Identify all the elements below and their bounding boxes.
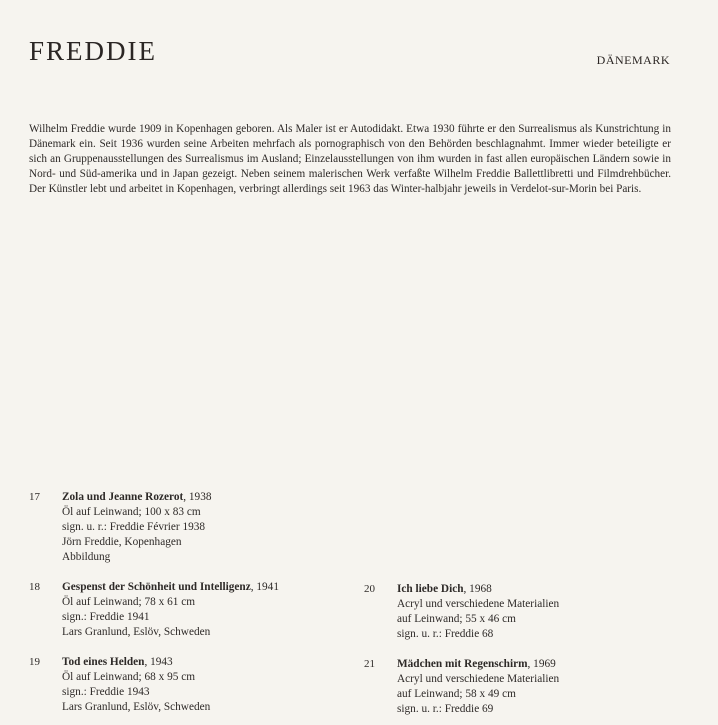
work-detail: sign. u. r.: Freddie 68 [397,628,494,640]
work-detail: sign. u. r.: Freddie 69 [397,703,494,715]
artist-biography: Wilhelm Freddie wurde 1909 in Kopenhagen geboren. Als Maler ist er Autodidakt. Etwa 1930 führte er den Surrealismus als Kunstrichtung in Dänemark ein. Seit 1936 wurden seine Arbeiten mehrfach als pornographisch von den Behörden beschlagnahmt. Immer wieder beteiligte er sich an Gruppenausstellungen des Surrealismus im Ausland; Einzelausstellungen von ihm wurden in fast allen europäischen Ländern sowie in Nord- und Süd-amerika und in Japan gezeigt. Neben seinem malerischen Werk verfaßte Wilhelm Freddie Ballettlibretti und Filmdrehbücher. Der Künstler lebt und arbeitet in Kopenhagen, verbringt allerdings seit 1963 das Winter-halbjahr jeweils in Verdelot-sur-Morin bei Paris. [29,123,671,195]
work-detail: auf Leinwand; 58 x 49 cm [397,688,516,700]
entry-number: 21 [364,658,375,670]
work-detail: Öl auf Leinwand; 68 x 95 cm [62,671,196,683]
work-detail: Acryl und verschiedene Materialien [397,673,560,685]
country-label: DÄNEMARK [596,53,670,67]
work-year: , 1969 [527,658,556,670]
work-detail: Acryl und verschiedene Materialien [397,598,560,610]
entry-number: 19 [29,656,40,668]
work-detail: Lars Granlund, Eslöv, Schweden [62,626,211,638]
work-year: , 1938 [183,491,212,503]
work-detail: Abbildung [62,551,111,563]
work-year: , 1941 [250,581,279,593]
work-detail: Öl auf Leinwand; 78 x 61 cm [62,596,196,608]
entry-number: 20 [364,583,375,595]
entry-number: 18 [29,581,40,593]
entry-number: 17 [29,491,40,503]
work-detail: sign.: Freddie 1943 [62,686,150,698]
work-detail: sign. u. r.: Freddie Février 1938 [62,521,206,533]
work-detail: Öl auf Leinwand; 100 x 83 cm [62,506,201,518]
work-detail: sign.: Freddie 1941 [62,611,150,623]
work-title: Zola und Jeanne Rozerot [62,491,184,503]
work-title: Gespenst der Schönheit und Intelligenz [62,581,251,593]
artist-name: FREDDIE [29,36,157,66]
work-year: , 1968 [463,583,492,595]
work-title: Ich liebe Dich [397,583,464,595]
work-year: , 1943 [144,656,173,668]
work-detail: Lars Granlund, Eslöv, Schweden [62,701,211,713]
work-detail: auf Leinwand; 55 x 46 cm [397,613,516,625]
work-detail: Jörn Freddie, Kopenhagen [62,536,182,548]
work-title: Mädchen mit Regenschirm [397,658,528,670]
work-title: Tod eines Helden [62,656,145,668]
